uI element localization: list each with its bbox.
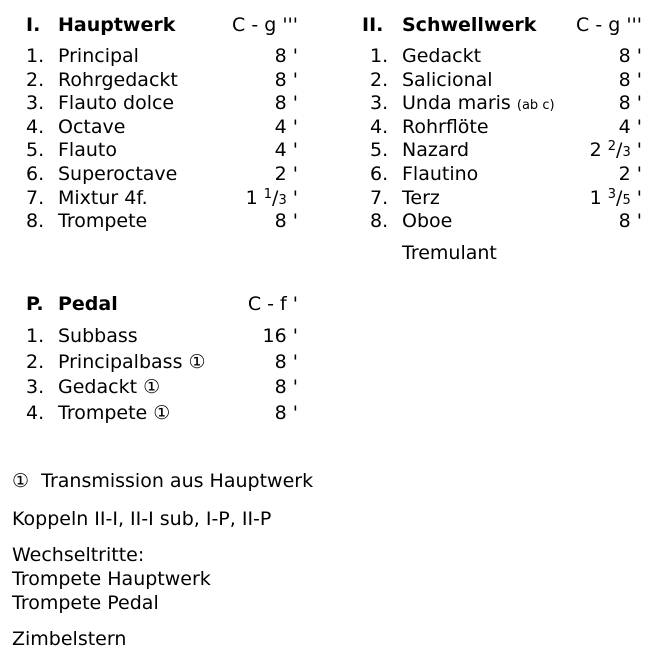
division-header — [26, 13, 298, 37]
stop-number: 4. — [26, 401, 45, 424]
stop-number: 2. — [26, 350, 45, 373]
transmission-mark: ① — [153, 401, 171, 424]
division-title: Hauptwerk — [58, 14, 176, 36]
stop-pitch: 8 ' — [274, 376, 298, 398]
wechseltritte-item: Trompete Pedal — [12, 592, 159, 614]
stop-pitch: 8 ' — [274, 401, 298, 424]
stop-name — [58, 375, 160, 401]
stop-pitch: 2 ' — [274, 162, 298, 185]
stop-pitch: 16 ' — [262, 325, 298, 347]
stop-row — [26, 92, 298, 116]
pitch-unit: ' — [286, 186, 298, 209]
stop-number: 3. — [26, 92, 45, 115]
pitch-fraction: 1/3 — [263, 186, 287, 209]
division-roman: I. — [26, 14, 41, 36]
stop-pitch — [246, 187, 298, 213]
footnote-text: Transmission aus Hauptwerk — [41, 470, 314, 492]
stop-pitch: 4 ' — [618, 115, 642, 138]
stop-row — [26, 401, 298, 427]
footnote — [12, 469, 313, 493]
stop-pitch: 8 ' — [274, 210, 298, 233]
stop-number: 3. — [26, 376, 45, 398]
stop-name: Salicional — [402, 68, 493, 91]
stop-name: Terz — [402, 186, 440, 209]
stop-pitch — [590, 187, 642, 213]
stop-name — [402, 92, 555, 118]
division-hauptwerk — [26, 13, 298, 237]
wechseltritte-item: Trompete Hauptwerk — [12, 568, 211, 590]
stop-number: 3. — [370, 92, 389, 115]
stop-pitch: 4 ' — [274, 139, 298, 162]
stop-row — [370, 45, 642, 69]
stop-list — [26, 324, 298, 426]
division-roman: P. — [26, 293, 44, 315]
stop-row — [370, 92, 642, 116]
division-compass: C - g ''' — [232, 14, 298, 36]
transmission-mark: ① — [188, 350, 206, 373]
stop-pitch — [590, 139, 642, 165]
stop-pitch: 8 ' — [274, 45, 298, 67]
stop-name: Flauto — [58, 139, 117, 162]
stop-name-text: Trompete — [58, 401, 148, 424]
stop-name: Octave — [58, 115, 126, 138]
pitch-whole: 1 — [589, 186, 602, 209]
pitch-unit: ' — [630, 186, 642, 209]
stop-number: 4. — [370, 115, 389, 138]
stop-number: 2. — [26, 68, 45, 91]
stop-name-text: Gedackt — [58, 376, 138, 398]
stop-name: Gedackt — [402, 45, 482, 67]
stop-name-text: Unda maris — [402, 92, 511, 115]
stop-number: 6. — [26, 162, 45, 185]
stop-number: 2. — [370, 68, 389, 91]
stop-number: 4. — [26, 115, 45, 138]
zimbelstern-line: Zimbelstern — [12, 628, 127, 650]
stop-name-text: Principalbass — [58, 350, 183, 373]
division-pedal — [26, 292, 298, 426]
stop-row — [370, 116, 642, 140]
stop-pitch: 8 ' — [274, 92, 298, 115]
stop-pitch: 8 ' — [618, 210, 642, 233]
stop-row — [370, 163, 642, 187]
stop-pitch: 8 ' — [618, 45, 642, 67]
stop-row — [370, 139, 642, 163]
fraction-numerator: 3 — [607, 186, 617, 202]
stop-name: Mixtur 4f. — [58, 186, 148, 209]
couplers-line: Koppeln II-I, II-I sub, I-P, II-P — [12, 508, 272, 530]
stop-number: 1. — [370, 45, 389, 67]
stop-row — [26, 69, 298, 93]
stop-name: Subbass — [58, 325, 138, 347]
fraction-numerator: 2 — [607, 139, 617, 155]
stop-row — [26, 163, 298, 187]
stop-number: 5. — [26, 139, 45, 162]
stop-name: Trompete — [58, 210, 148, 233]
stop-row — [26, 324, 298, 350]
pitch-unit: ' — [630, 139, 642, 162]
stop-number: 1. — [26, 325, 45, 347]
division-header — [26, 292, 298, 316]
tremulant-label: Tremulant — [402, 242, 497, 264]
stop-name: Flauto dolce — [58, 92, 175, 115]
stop-pitch: 8 ' — [274, 350, 298, 373]
pitch-fraction: 2/3 — [607, 139, 631, 162]
wechseltritte-title: Wechseltritte: — [12, 544, 145, 566]
stop-name: Rohrgedackt — [58, 68, 178, 91]
stop-row — [26, 45, 298, 69]
stop-pitch: 2 ' — [618, 162, 642, 185]
stop-row — [370, 69, 642, 93]
stop-number: 7. — [26, 186, 45, 209]
stop-name: Oboe — [402, 210, 453, 233]
stop-name: Flautino — [402, 162, 479, 185]
pitch-whole: 2 — [589, 139, 602, 162]
stop-note: (ab c) — [516, 98, 555, 114]
stop-number: 1. — [26, 45, 45, 67]
pitch-fraction: 3/5 — [607, 186, 631, 209]
stop-name: Principal — [58, 45, 139, 67]
division-compass: C - g ''' — [576, 14, 642, 36]
stop-name: Nazard — [402, 139, 470, 162]
stop-list — [26, 45, 298, 234]
division-title: Pedal — [58, 293, 118, 315]
stop-row — [26, 187, 298, 211]
stop-pitch: 8 ' — [274, 68, 298, 91]
fraction-denominator: 5 — [622, 192, 631, 208]
stop-number: 8. — [26, 210, 45, 233]
stop-row — [26, 116, 298, 140]
stop-name — [58, 401, 170, 427]
fraction-denominator: 3 — [278, 192, 287, 208]
fraction-denominator: 3 — [622, 145, 631, 161]
stop-row — [26, 139, 298, 163]
stop-list — [370, 45, 642, 234]
stop-pitch: 8 ' — [618, 68, 642, 91]
stop-row — [26, 375, 298, 401]
stop-name — [58, 350, 206, 376]
stop-row — [370, 210, 642, 234]
wechseltritte-block — [12, 543, 211, 615]
division-title: Schwellwerk — [402, 14, 537, 36]
division-compass: C - f ' — [247, 293, 298, 315]
stop-pitch: 4 ' — [274, 115, 298, 138]
fraction-numerator: 1 — [263, 186, 273, 202]
stop-number: 8. — [370, 210, 389, 233]
stop-row — [370, 187, 642, 211]
division-header — [362, 13, 642, 37]
stop-number: 5. — [370, 139, 389, 162]
stop-pitch: 8 ' — [618, 92, 642, 115]
stop-row — [26, 350, 298, 376]
stop-row — [26, 210, 298, 234]
division-roman: II. — [362, 14, 384, 36]
stop-number: 7. — [370, 186, 389, 209]
division-schwellwerk — [362, 13, 642, 269]
stop-name: Superoctave — [58, 162, 178, 185]
stop-name: Rohrflöte — [402, 115, 489, 138]
transmission-mark: ① — [143, 376, 161, 398]
pitch-whole: 1 — [245, 186, 258, 209]
stop-number: 6. — [370, 162, 389, 185]
footnote-mark: ① — [12, 470, 30, 492]
